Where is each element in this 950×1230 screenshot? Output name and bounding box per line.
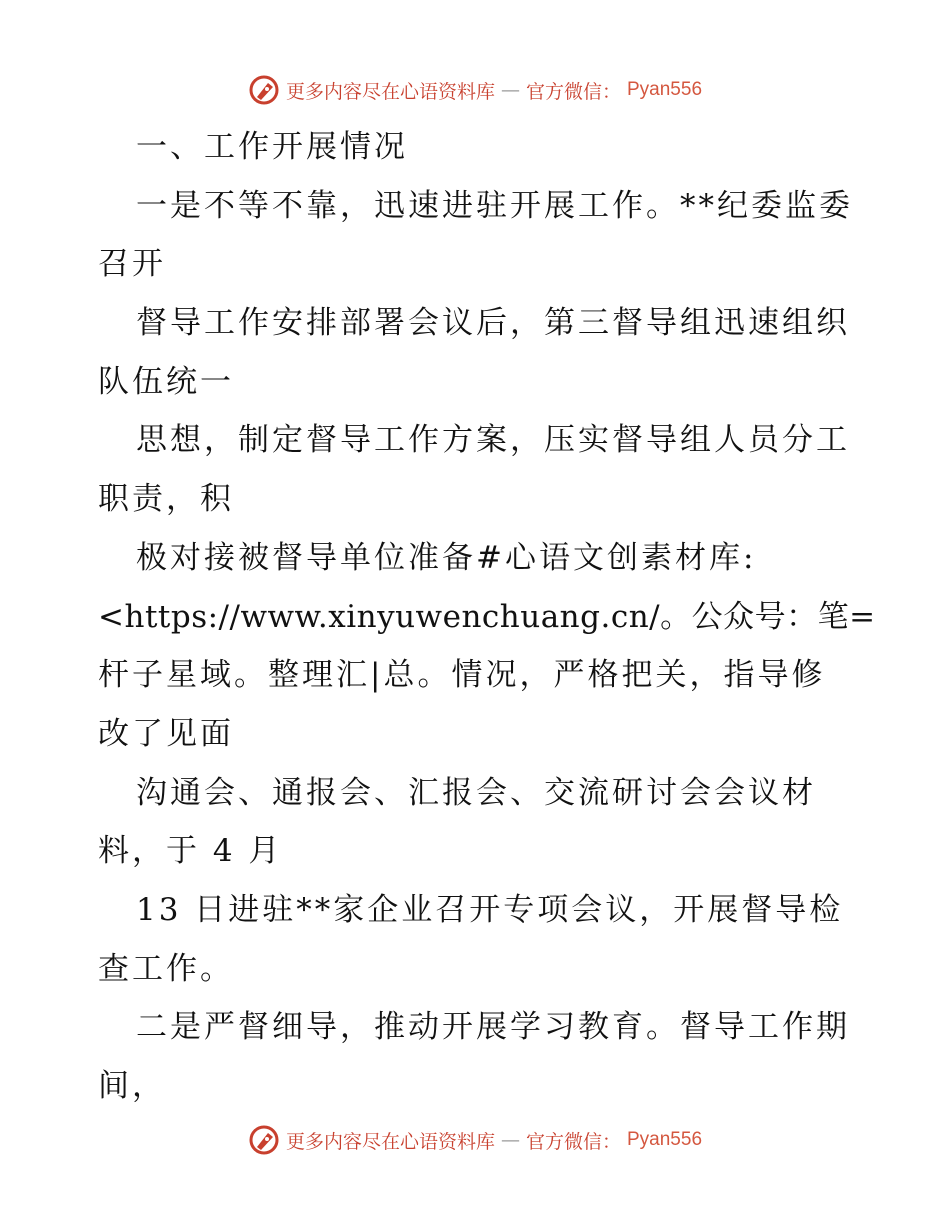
doc-line: 职责，积 <box>98 481 234 518</box>
doc-line: 极对接被督导单位准备#心语文创素材库: <box>136 539 757 576</box>
banner-wechat-id: Pyan556 <box>627 79 703 100</box>
banner-wechat-label: 官方微信： <box>525 80 621 103</box>
doc-line: 沟通会、通报会、汇报会、交流研讨会会议材 <box>136 774 816 811</box>
banner-main-text: 更多内容尽在心语资料库 <box>285 1130 495 1153</box>
doc-line: 查工作。 <box>98 950 234 987</box>
document-body <box>98 118 876 1116</box>
doc-line: 料，于 4 月 <box>98 833 283 870</box>
banner-dash: — <box>500 1129 520 1151</box>
doc-line: 队伍统一 <box>98 363 234 400</box>
doc-line: 召开 <box>98 246 166 283</box>
pen-nib-logo-icon <box>248 1124 280 1156</box>
banner-main-text: 更多内容尽在心语资料库 <box>285 80 495 103</box>
doc-line: 13 日进驻**家企业召开专项会议，开展督导检 <box>136 891 844 928</box>
doc-line: 杆子星域。整理汇|总。情况，严格把关，指导修 <box>98 657 826 694</box>
banner-dash: — <box>500 79 520 101</box>
banner-wechat-label: 官方微信： <box>525 1130 621 1153</box>
doc-line: 二是严督细导，推动开展学习教育。督导工作期 <box>136 1009 850 1046</box>
doc-line: 间， <box>98 1068 166 1104</box>
pen-nib-logo-icon <box>248 74 280 106</box>
doc-line: 督导工作安排部署会议后，第三督导组迅速组织 <box>136 305 850 342</box>
doc-line-url: <https://www.xinyuwenchuang.cn/。公众号：笔= <box>98 598 876 635</box>
header-watermark-banner <box>0 70 950 110</box>
doc-line: 一是不等不靠，迅速进驻开展工作。**纪委监委 <box>136 187 853 224</box>
footer-watermark-banner <box>0 1120 950 1160</box>
banner-wechat-id: Pyan556 <box>627 1129 703 1150</box>
doc-line: 改了见面 <box>98 715 234 752</box>
doc-line-heading: 一、工作开展情况 <box>136 129 408 165</box>
doc-line: 思想，制定督导工作方案，压实督导组人员分工 <box>136 422 850 459</box>
